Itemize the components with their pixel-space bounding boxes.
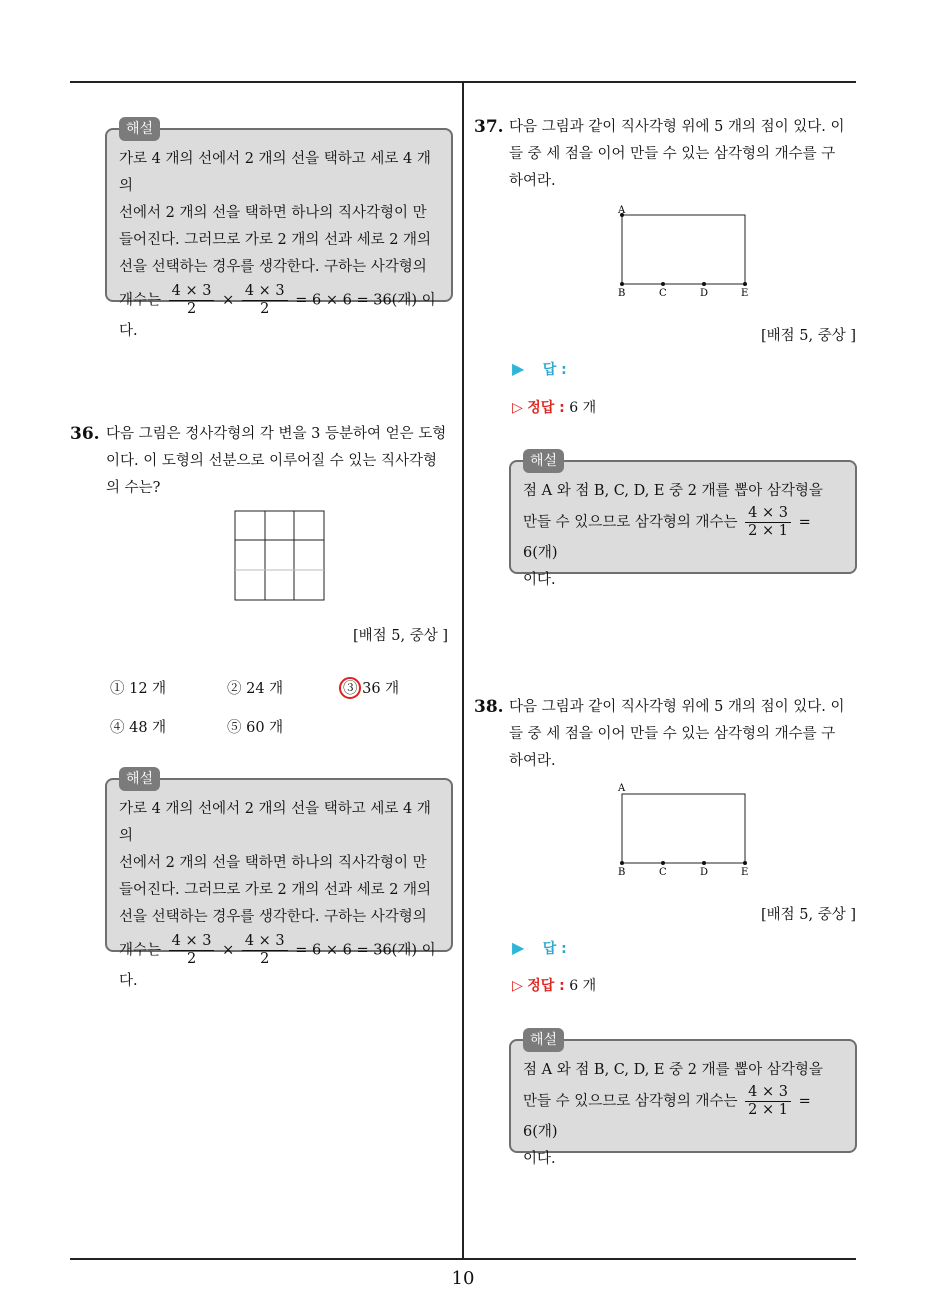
fraction [745, 1084, 791, 1119]
correct-value: 6 개 [569, 978, 597, 994]
fraction [169, 933, 215, 968]
formula-prefix: 개수는 [119, 292, 162, 309]
formula-suffix: = 6 × 6 = 36(개) 이다. [119, 942, 436, 989]
explanation-box-36 [105, 771, 453, 989]
column-divider [462, 82, 464, 1258]
explanation-tag: 해설 [119, 117, 160, 141]
label-d: D [700, 867, 709, 878]
question-number-38: 38. [474, 697, 504, 717]
explanation-tag: 해설 [119, 767, 160, 791]
question-line: 하여라. [509, 753, 556, 769]
rectangle-points-figure-37 [610, 202, 760, 302]
explanation-box-38 [509, 1032, 857, 1167]
formula-prefix: 개수는 [119, 942, 162, 959]
explanation-formula-line [523, 505, 843, 567]
point-b [620, 861, 624, 865]
fraction-numerator: 4 × 3 [745, 1084, 791, 1102]
label-c: C [659, 867, 667, 878]
explanation-line: 가로 4 개의 선에서 2 개의 선을 택하고 세로 4 개의 [119, 151, 431, 194]
label-e: E [741, 288, 749, 299]
fraction [169, 283, 215, 318]
explanation-tag: 해설 [523, 1028, 564, 1052]
question-number-36: 36. [70, 424, 100, 444]
times-sign: × [222, 942, 235, 959]
choice-5[interactable]: ⑤ 60 개 [227, 720, 284, 736]
question-text-36 [106, 421, 462, 502]
label-b: B [618, 288, 626, 299]
fraction-denominator: 2 × 1 [748, 523, 788, 539]
question-line: 의 수는? [106, 480, 161, 496]
point-d [702, 282, 706, 286]
formula-suffix: = 6 × 6 = 36(개) 이다. [119, 292, 436, 339]
fraction-denominator: 2 × 1 [748, 1102, 788, 1118]
explanation-line: 점 A 와 점 B, C, D, E 중 2 개를 뽑아 삼각형을 [523, 1062, 823, 1078]
score-label-36: [배점 5, 중상 ] [352, 628, 448, 644]
outline-triangle-icon: ▷ [512, 978, 523, 994]
times-sign: × [222, 292, 235, 309]
choice-2[interactable]: ② 24 개 [227, 681, 284, 697]
explanation-line: 선에서 2 개의 선을 택하면 하나의 직사각형이 만 [119, 855, 427, 871]
correct-answer-line-38 [512, 975, 596, 995]
fraction-denominator: 2 [186, 951, 197, 967]
fraction-numerator: 4 × 3 [169, 933, 215, 951]
explanation-line: 들어진다. 그러므로 가로 2 개의 선과 세로 2 개의 [119, 882, 432, 898]
fraction-denominator: 2 [186, 301, 197, 317]
label-a: A [618, 783, 626, 794]
explanation-line: 점 A 와 점 B, C, D, E 중 2 개를 뽑아 삼각형을 [523, 483, 823, 499]
formula-suffix: = 6(개) [523, 1093, 811, 1140]
point-e [743, 861, 747, 865]
explanation-formula-line [119, 933, 439, 995]
rectangle-points-figure-38 [610, 781, 760, 881]
answer-line-37 [512, 359, 567, 379]
correct-label: 정답 : [527, 978, 565, 994]
outline-triangle-icon: ▷ [512, 400, 523, 416]
correct-answer-line-37 [512, 397, 596, 417]
fraction-numerator: 4 × 3 [242, 933, 288, 951]
fraction-numerator: 4 × 3 [242, 283, 288, 301]
explanation-line: 선에서 2 개의 선을 택하면 하나의 직사각형이 만 [119, 205, 427, 221]
question-line: 다음 그림은 정사각형의 각 변을 3 등분하여 얻은 도형 [106, 426, 447, 442]
explanation-line: 선을 선택하는 경우를 생각한다. 구하는 사각형의 [119, 909, 427, 925]
fraction-denominator: 2 [260, 951, 270, 967]
choice-3[interactable]: ③ 36 개 [343, 681, 400, 697]
fraction-numerator: 4 × 3 [169, 283, 215, 301]
question-text-37 [509, 114, 865, 195]
choice-4[interactable]: ④ 48 개 [110, 720, 167, 736]
label-d: D [700, 288, 709, 299]
play-icon: ▶ [512, 938, 525, 957]
explanation-line: 이다. [523, 572, 556, 588]
point-c [661, 282, 665, 286]
bottom-rule [70, 1258, 856, 1260]
label-a: A [618, 205, 626, 216]
page-number: 10 [451, 1268, 475, 1289]
question-line: 들 중 세 점을 이어 만들 수 있는 삼각형의 개수를 구 [509, 726, 836, 742]
label-c: C [659, 288, 667, 299]
answer-label: 답 : [542, 362, 567, 378]
question-number-37: 37. [474, 117, 504, 137]
fraction [242, 933, 288, 968]
question-text-38 [509, 694, 865, 775]
explanation-formula-line [523, 1084, 843, 1146]
fraction [242, 283, 288, 318]
explanation-line: 선을 선택하는 경우를 생각한다. 구하는 사각형의 [119, 259, 427, 275]
formula-suffix: = 6(개) [523, 514, 811, 561]
question-line: 이다. 이 도형의 선분으로 이루어질 수 있는 직사각형 [106, 453, 438, 469]
point-b [620, 282, 624, 286]
correct-label: 정답 : [527, 400, 565, 416]
fraction [745, 505, 791, 540]
explanation-tag: 해설 [523, 449, 564, 473]
label-e: E [741, 867, 749, 878]
explanation-line: 가로 4 개의 선에서 2 개의 선을 택하고 세로 4 개의 [119, 801, 431, 844]
correct-value: 6 개 [569, 400, 597, 416]
formula-prefix: 만들 수 있으므로 삼각형의 개수는 [523, 514, 738, 531]
question-line: 다음 그림과 같이 직사각형 위에 5 개의 점이 있다. 이 [509, 699, 845, 715]
play-icon: ▶ [512, 359, 525, 378]
point-e [743, 282, 747, 286]
explanation-box-37 [509, 453, 857, 588]
question-line: 들 중 세 점을 이어 만들 수 있는 삼각형의 개수를 구 [509, 146, 836, 162]
point-c [661, 861, 665, 865]
answer-line-38 [512, 938, 567, 958]
point-d [702, 861, 706, 865]
question-line: 다음 그림과 같이 직사각형 위에 5 개의 점이 있다. 이 [509, 119, 845, 135]
explanation-line: 들어진다. 그러므로 가로 2 개의 선과 세로 2 개의 [119, 232, 432, 248]
answer-label: 답 : [542, 941, 567, 957]
explanation-line: 이다. [523, 1151, 556, 1167]
fraction-denominator: 2 [260, 301, 270, 317]
explanation-box-top [105, 121, 453, 339]
square-grid-figure [230, 506, 330, 606]
explanation-formula-line [119, 283, 439, 345]
fraction-numerator: 4 × 3 [745, 505, 791, 523]
question-line: 하여라. [509, 173, 556, 189]
score-label-38: [배점 5, 중상 ] [760, 907, 856, 923]
selected-answer-circle [339, 677, 361, 699]
label-b: B [618, 867, 626, 878]
score-label-37: [배점 5, 중상 ] [760, 328, 856, 344]
choice-1[interactable]: ① 12 개 [110, 681, 167, 697]
formula-prefix: 만들 수 있으므로 삼각형의 개수는 [523, 1093, 738, 1110]
